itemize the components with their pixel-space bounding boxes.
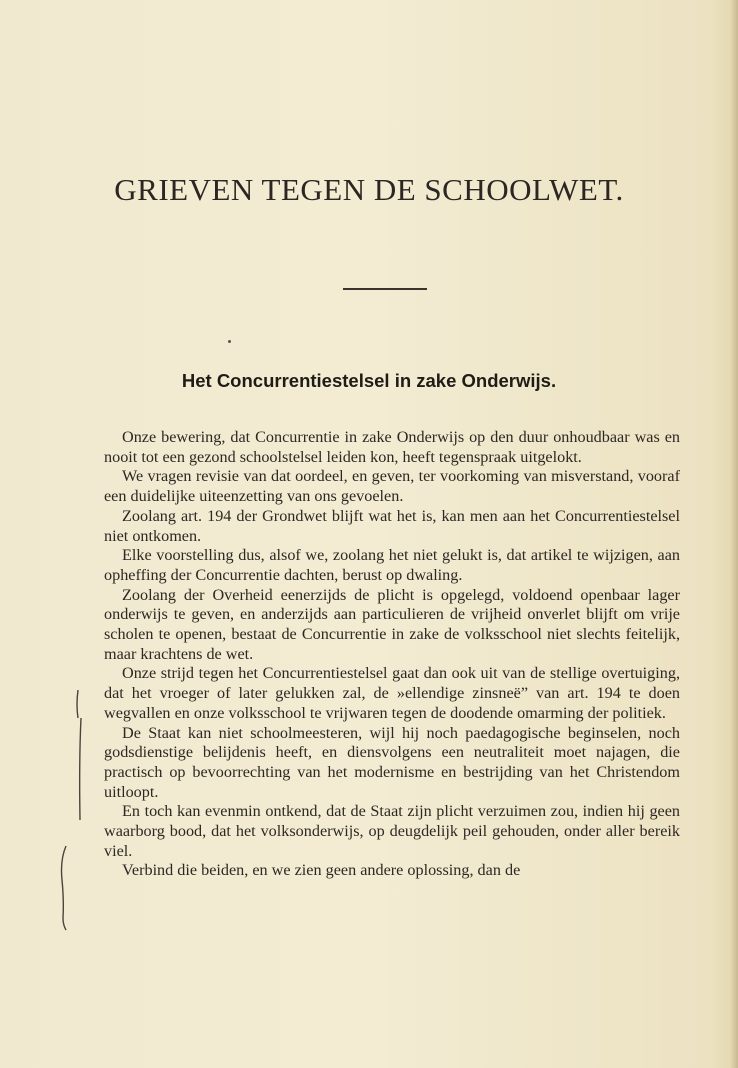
paragraph: En toch kan evenmin ontkend, dat de Staat zijn plicht verzuimen zou, indien hij geen waarborg bood, dat het volksonderwijs, op deugdelijk peil gehouden, onder aller bereik viel. bbox=[104, 802, 680, 860]
show-through-text bbox=[40, 92, 720, 132]
paragraph: Onze strijd tegen het Concurrentiestelsel gaat dan ook uit van de stellige overtuiging, dat het vroeger of later gelukken zal, de »ellendige zinsneë” van art. 194 te doen wegvallen en onze volksschool te vrijwaren tegen de doodende omarming der politiek. bbox=[104, 664, 680, 722]
page-title: GRIEVEN TEGEN DE SCHOOLWET. bbox=[114, 172, 624, 207]
title-divider bbox=[343, 288, 427, 290]
body-text bbox=[104, 428, 680, 881]
paragraph: Zoolang der Overheid eenerzijds de plicht is opgelegd, voldoend openbaar lager onderwijs te geven, en anderzijds aan particulieren de vrijheid onverlet blijft om vrije scholen te openen, bestaat de Concurrentie in zake de volksschool niet slechts feitelijk, maar krachtens de wet. bbox=[104, 585, 680, 663]
paragraph: Zoolang art. 194 der Grondwet blijft wat het is, kan men aan het Concurrentiestelsel niet ontkomen. bbox=[104, 506, 680, 545]
paragraph: Verbind die beiden, en we zien geen andere oplossing, dan de bbox=[122, 861, 521, 880]
section-heading: Het Concurrentiestelsel in zake Onderwijs. bbox=[181, 370, 557, 391]
ink-speck bbox=[228, 340, 231, 343]
margin-bracket-upper bbox=[77, 690, 81, 820]
margin-bracket-lower bbox=[62, 846, 67, 930]
paragraph: We vragen revisie van dat oordeel, en geven, ter voorkoming van misverstand, vooraf een duidelijke uiteenzetting van ons gevoelen. bbox=[104, 467, 680, 506]
paragraph: Elke voorstelling dus, alsof we, zoolang het niet gelukt is, dat artikel te wijzigen, aan opheffing der Concurrentie dachten, berust op dwaling. bbox=[104, 546, 680, 584]
paragraph: De Staat kan niet schoolmeesteren, wijl hij noch paedagogische beginselen, noch godsdienstige belijdenis heeft, en diensvolgens een neutraliteit moet najagen, die practisch op bevoorrechting van het modernisme en bestrijding van het Christendom uitloopt. bbox=[104, 723, 680, 801]
paragraph: Onze bewering, dat Concurrentie in zake Onderwijs op den duur onhoudbaar was en nooit tot een gezond schoolstelsel leiden kon, heeft tegenspraak uitgelokt. bbox=[104, 428, 680, 466]
page-edge-shadow bbox=[730, 0, 738, 1068]
